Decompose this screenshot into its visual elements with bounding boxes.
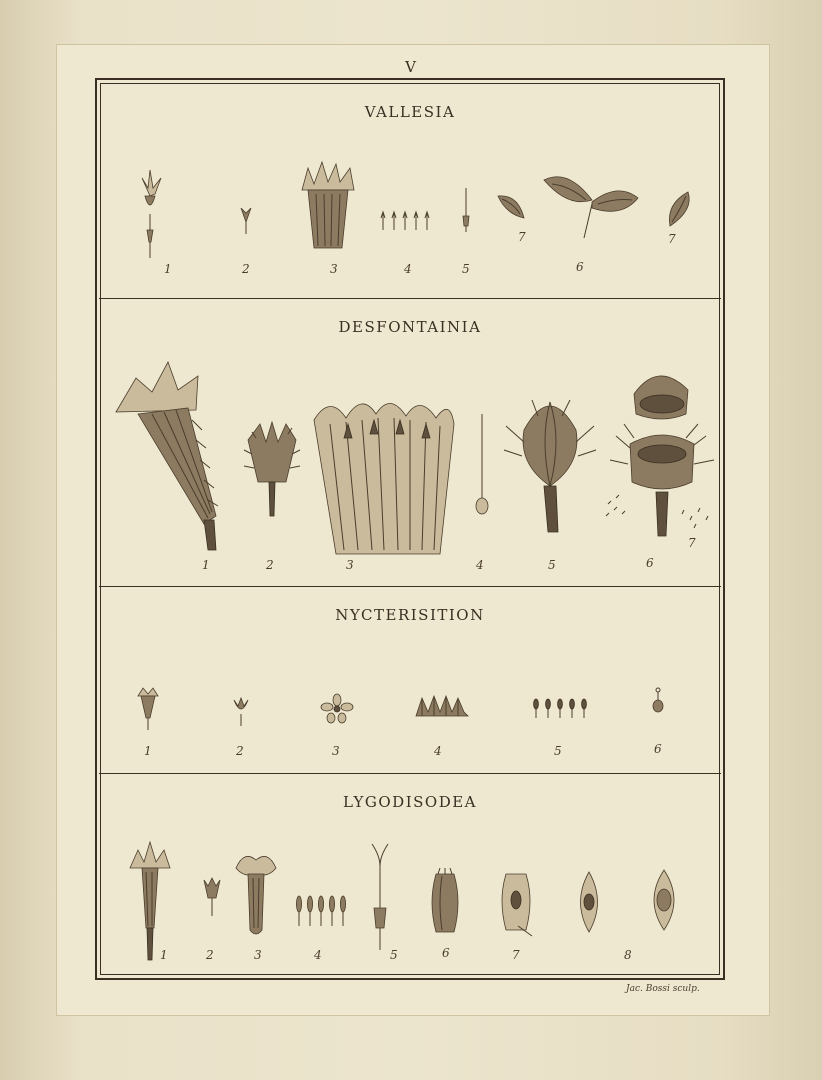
figure-lygodisodea-calyx [202, 876, 222, 920]
figure-desfontainia-corolla-opened [312, 394, 456, 558]
figure-label: 2 [266, 558, 274, 572]
figure-nycterisition-stamens [530, 698, 590, 720]
plate-number: V [405, 58, 417, 76]
figure-vallesia-flower [128, 166, 172, 262]
figure-vallesia-calyx [238, 204, 254, 236]
figure-nycterisition-corolla-opened [414, 692, 470, 720]
figure-label: 4 [434, 744, 442, 758]
figure-desfontainia-fruit-calyx [502, 390, 598, 536]
figure-vallesia-pistil [458, 186, 474, 236]
figure-label: 5 [390, 948, 398, 962]
panel-title-desfontainia: DESFONTAINIA [338, 318, 482, 336]
panel-divider [99, 298, 721, 299]
figure-label: 6 [442, 946, 450, 960]
figure-label: 5 [548, 558, 556, 572]
figure-label: 7 [518, 230, 526, 244]
figure-lygodisodea-flower [126, 836, 174, 966]
panel-divider [99, 586, 721, 587]
figure-lygodisodea-pistil [366, 842, 394, 954]
panel-divider [99, 773, 721, 774]
panel-title-lygodisodea: LYGODISODEA [342, 793, 478, 811]
figure-vallesia-seed-b [664, 190, 694, 230]
figure-label: 6 [576, 260, 584, 274]
figure-label: 5 [462, 262, 470, 276]
figure-nycterisition-calyx [232, 696, 250, 728]
figure-label: 1 [160, 948, 168, 962]
figure-label: 7 [512, 948, 520, 962]
figure-label: 5 [554, 744, 562, 758]
figure-label: 3 [346, 558, 354, 572]
figure-nycterisition-corolla [322, 694, 352, 724]
figure-label: 4 [476, 558, 484, 572]
engraver-signature: Jac. Bossi sculp. [626, 984, 700, 994]
figure-label: 7 [668, 232, 676, 246]
figure-desfontainia-flower [112, 360, 228, 556]
panel-title-nycterisition: NYCTERISITION [335, 606, 485, 624]
figure-lygodisodea-stamens [294, 894, 348, 928]
figure-vallesia-fruit [538, 172, 642, 244]
figure-label: 1 [202, 558, 210, 572]
figure-lygodisodea-seed-a [570, 870, 608, 934]
figure-label: 3 [330, 262, 338, 276]
figure-desfontainia-capsule-section [602, 364, 720, 540]
figure-lygodisodea-seed-b [644, 868, 684, 932]
figure-label: 6 [654, 742, 662, 756]
figure-desfontainia-pistil [472, 412, 492, 516]
figure-label: 8 [624, 948, 632, 962]
figure-nycterisition-flower [134, 686, 162, 732]
figure-label: 2 [206, 948, 214, 962]
figure-nycterisition-pistil [650, 686, 666, 716]
figure-label: 3 [254, 948, 262, 962]
figure-vallesia-stamens [378, 208, 434, 234]
figure-label: 4 [314, 948, 322, 962]
figure-vallesia-corolla-open [294, 160, 362, 252]
figure-label: 2 [236, 744, 244, 758]
figure-lygodisodea-corolla [234, 848, 278, 938]
figure-desfontainia-calyx [242, 420, 302, 520]
figure-label: 3 [332, 744, 340, 758]
figure-label: 2 [242, 262, 250, 276]
figure-label: 6 [646, 556, 654, 570]
figure-lygodisodea-berry-section [498, 870, 536, 938]
figure-label: 1 [164, 262, 172, 276]
figure-label: 4 [404, 262, 412, 276]
figure-vallesia-seed-a [494, 190, 528, 224]
panel-title-vallesia: VALLESIA [364, 103, 456, 121]
figure-label: 1 [144, 744, 152, 758]
figure-label: 7 [688, 536, 696, 550]
figure-lygodisodea-berry [428, 868, 462, 938]
